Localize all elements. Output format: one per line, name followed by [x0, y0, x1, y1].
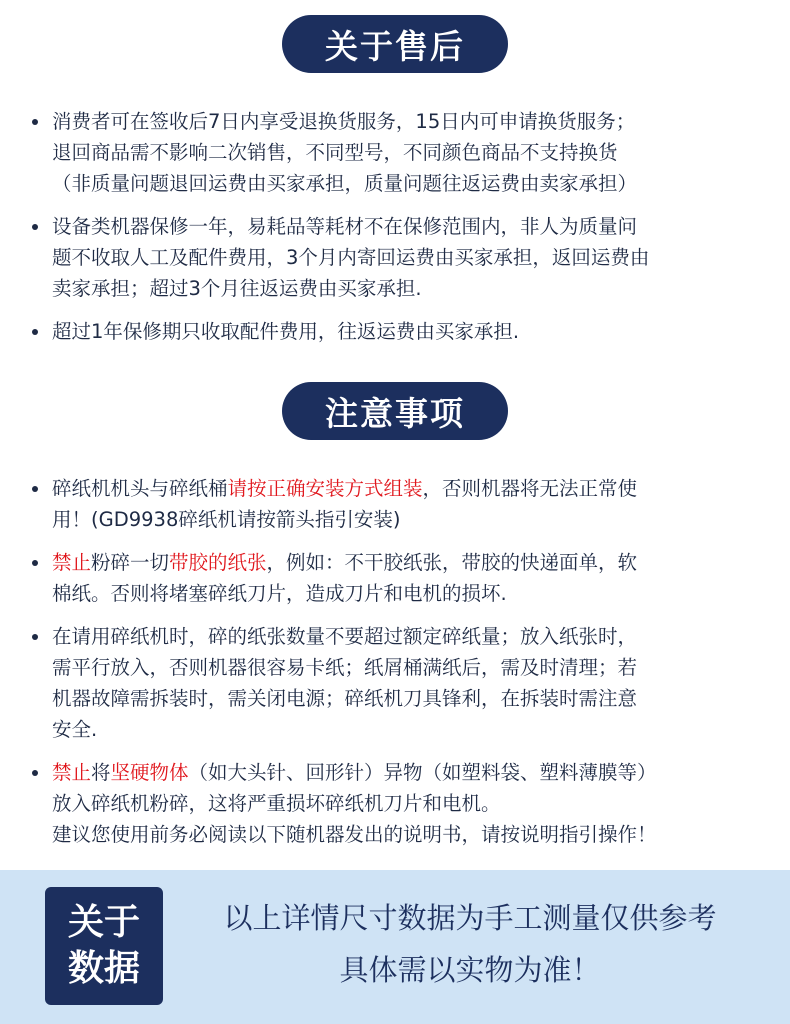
text-line: 用！(GD9938碎纸机请按箭头指引安装): [52, 508, 401, 531]
text-segment: 将: [91, 761, 111, 784]
after-sales-list: [32, 106, 772, 359]
text-line: 安全.: [52, 718, 98, 741]
after-sales-item-returns: [32, 106, 772, 199]
text-line: 消费者可在签收后7日内享受退换货服务，15日内可申请换货服务；: [52, 110, 636, 133]
text-line: 棉纸。否则将堵塞碎纸刀片，造成刀片和电机的损坏.: [52, 582, 507, 605]
bullet-icon: [32, 329, 38, 335]
warning-text: 禁止: [52, 761, 92, 784]
data-note-text: [190, 892, 750, 996]
text-line: 需平行放入，否则机器很容易卡纸；纸屑桶满纸后，需及时清理；若: [52, 656, 638, 679]
data-note-banner: [0, 870, 790, 1024]
bullet-icon: [32, 634, 38, 640]
text-line: 放入碎纸机粉碎，这将严重损坏碎纸机刀片和电机。: [52, 792, 501, 815]
badge-line: 关于: [67, 902, 140, 943]
bullet-icon: [32, 770, 38, 776]
text-segment: 碎纸机机头与碎纸桶: [52, 477, 228, 500]
bullet-icon: [32, 486, 38, 492]
notes-item-adhesive: [32, 547, 772, 609]
badge-line: 数据: [67, 948, 140, 989]
notes-title: 注意事项: [282, 382, 508, 440]
text-line: 退回商品需不影响二次销售，不同型号，不同颜色商品不支持换货: [52, 141, 618, 164]
text-line: [52, 547, 772, 578]
bullet-icon: [32, 119, 38, 125]
warning-text: 请按正确安装方式组装: [227, 477, 423, 500]
after-sales-item-expired: [32, 316, 772, 347]
data-badge: [45, 887, 163, 1005]
text-line: 题不收取人工及配件费用，3个月内寄回运费由买家承担，返回运费由: [52, 246, 650, 269]
after-sales-item-warranty: [32, 211, 772, 304]
notes-item-usage: [32, 621, 772, 745]
warning-text: 坚硬物体: [110, 761, 189, 784]
notes-item-assembly: [32, 473, 772, 535]
warning-text: 带胶的纸张: [169, 551, 267, 574]
notes-list: [32, 473, 772, 862]
text-line: 卖家承担；超过3个月往返运费由买家承担.: [52, 277, 422, 300]
bullet-icon: [32, 560, 38, 566]
text-line: （非质量问题退回运费由买家承担，质量问题往返运费由卖家承担）: [52, 172, 638, 195]
data-note-line: 以上详情尺寸数据为手工测量仅供参考: [223, 901, 717, 935]
text-line: [52, 757, 772, 788]
text-segment: 粉碎一切: [91, 551, 170, 574]
text-segment: （如大头针、回形针）异物（如塑料袋、塑料薄膜等）: [188, 761, 657, 784]
text-line: [52, 473, 772, 504]
text-segment: ，例如：不干胶纸张，带胶的快递面单，软: [266, 551, 638, 574]
text-line: 建议您使用前务必阅读以下随机器发出的说明书，请按说明指引操作！: [52, 823, 657, 846]
bullet-icon: [32, 224, 38, 230]
notes-item-hard-objects: [32, 757, 772, 850]
text-line: 在请用碎纸机时，碎的纸张数量不要超过额定碎纸量；放入纸张时，: [52, 625, 638, 648]
text-segment: ，否则机器将无法正常使: [422, 477, 638, 500]
text-line: 设备类机器保修一年，易耗品等耗材不在保修范围内，非人为质量问: [52, 215, 638, 238]
warning-text: 禁止: [52, 551, 92, 574]
text-line: 机器故障需拆装时，需关闭电源；碎纸机刀具锋利，在拆装时需注意: [52, 687, 638, 710]
after-sales-title: 关于售后: [282, 15, 508, 73]
text-line: 超过1年保修期只收取配件费用，往返运费由买家承担.: [52, 320, 520, 343]
data-note-line: 具体需以实物为准！: [339, 953, 601, 987]
